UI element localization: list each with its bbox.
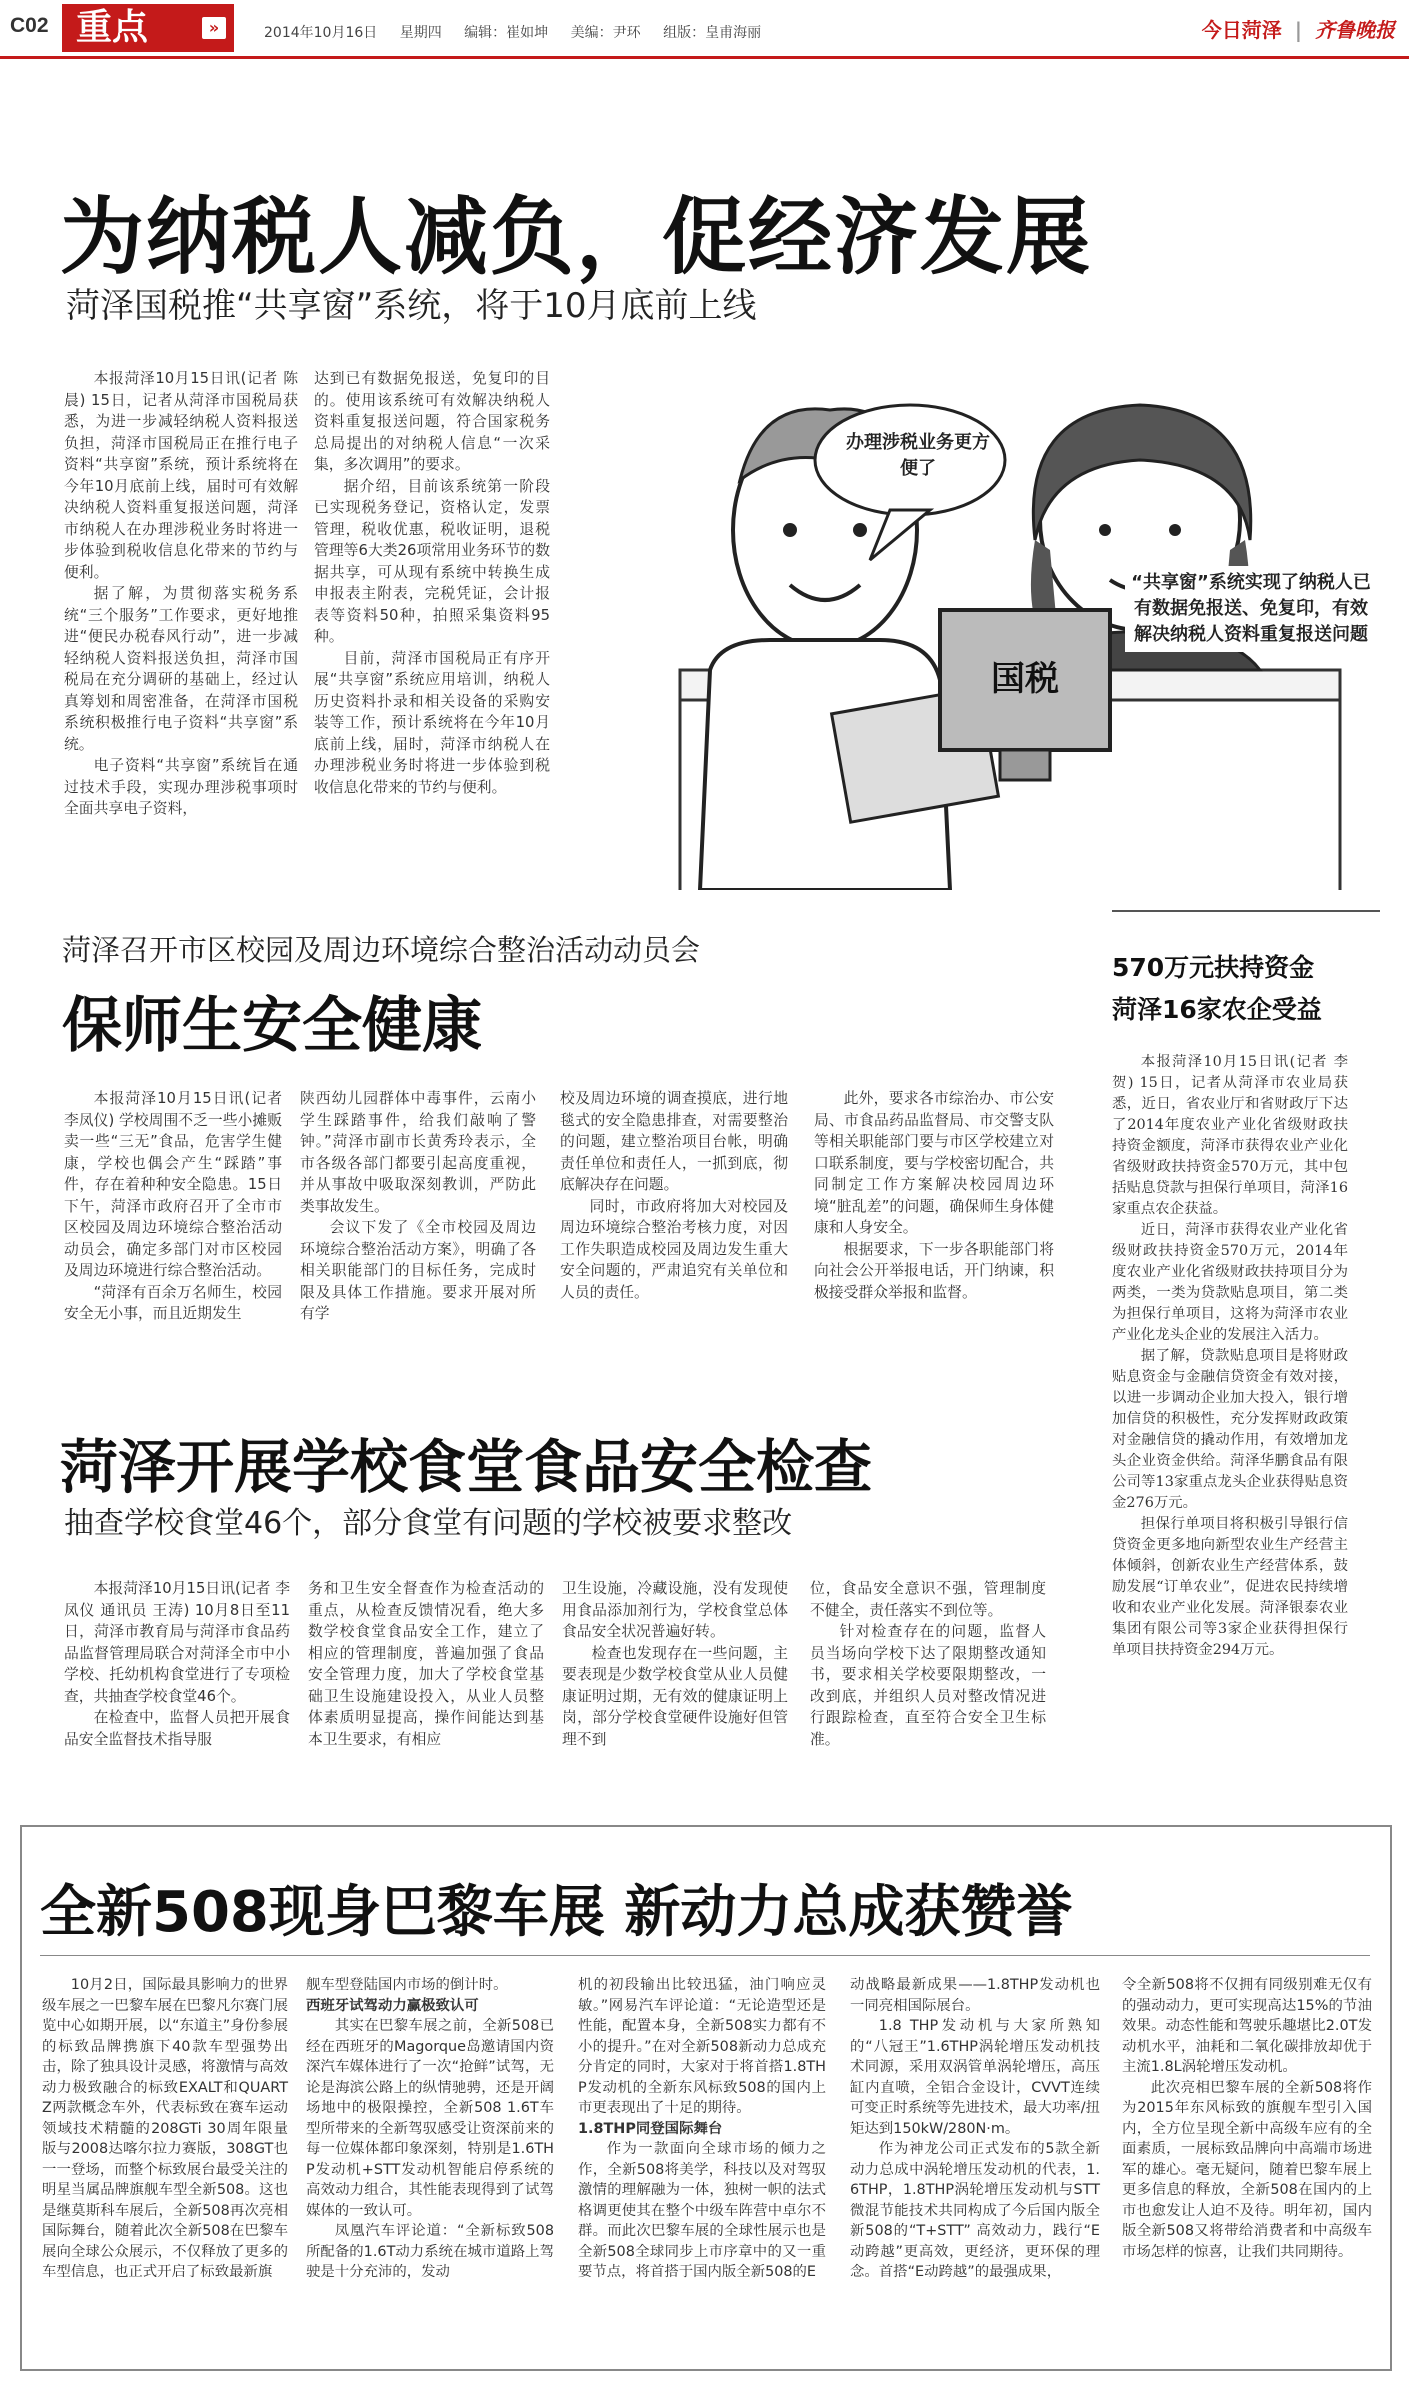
paragraph: 目前，菏泽市国税局正有序开展“共享窗”系统应用培训，纳税人历史资料扑录和相关设备的采购安装等工作，预计系统将在今年10月底前上线，届时，菏泽市纳税人在办理涉税业务时将进一步体验到税收信息化带来的节约与便利。 (314, 649, 550, 796)
paragraph: 本报菏泽10月15日讯(记者 李凤仪 通讯员 王涛) 10月8日至11日，菏泽市教育局与菏泽市食品药品监督管理局联合对菏泽全市中小学校、托幼机构食堂进行了专项检查，共抽查学校食堂46个。 (64, 1580, 290, 1705)
paragraph: 担保行单项目将积极引导银行信贷资金更多地向新型农业生产经营主体倾斜，创新农业生产经营体系，鼓励发展“订单农业”，促进农民持续增收和农业产业化发展。菏泽银泰农业集团有限公司等3家企业获得担保行单项目扶持资金294万元。 (1112, 1516, 1348, 1658)
article4-col2 (306, 1975, 554, 2283)
article2-col1 (64, 1088, 282, 1325)
paragraph: 舰车型登陆国内市场的倒计时。 (306, 1977, 508, 1993)
paragraph: 此外，要求各市综治办、市公安局、市食品药品监督局、市交警支队等相关职能部门要与市区学校建立对口联系制度，要与学校密切配合，共同制定工作方案解决校园周边环境“脏乱差”的问题，确保师生身体健康和人身安全。 (814, 1090, 1054, 1236)
chevron-right-icon: » (202, 17, 226, 39)
article4-col3 (578, 1975, 826, 2283)
article4-col5 (1122, 1975, 1372, 2262)
article3-col4 (810, 1578, 1046, 1750)
article3-col3 (562, 1578, 788, 1750)
paragraph: 检查也发现存在一些问题，主要表现是少数学校食堂从业人员健康证明过期，无有效的健康证明上岗，部分学校食堂硬件设施好但管理不到 (562, 1644, 788, 1748)
article4-col4 (850, 1975, 1100, 2283)
paragraph: 据了解，为贯彻落实税务系统“三个服务”工作要求，更好地推进“便民办税春风行动”，进一步减轻纳税人资料报送负担，菏泽市国税局在充分调研的基础上，经过认真筹划和周密准备，在菏泽市国税系统积极推行电子资料“共享窗”系统。 (64, 585, 298, 753)
paragraph: 位，食品安全意识不强，管理制度不健全，责任落实不到位等。 (810, 1580, 1046, 1619)
article1-col1 (64, 368, 298, 820)
paragraph: 10月2日，国际最具影响力的世界级车展之一巴黎车展在巴黎凡尔赛门展览中心如期开展，以“东道主”身份参展的标致品牌携旗下40款车型强势出击，除了独具设计灵感，将激情与高效动力极致融合的标致EXALT和QUARTZ两款概念车外，代表标致在赛车运动领域技术精髓的208GTi 30周年限量版与2008达喀尔拉力赛版，308GT也一一登场，而整个标致展台最受关注的明星当属品牌旗舰车型全新508。这也是继莫斯科车展后，全新508再次亮相国际舞台，随着此次全新508在巴黎车展向全球公众展示，不仅释放了更多的车型信息，也正式开启了标致最新旗 (42, 1977, 288, 2280)
section-subhead: 西班牙试驾动力赢极致认可 (306, 1997, 479, 2014)
article2-col4 (814, 1088, 1054, 1303)
paragraph: 据了解，贷款贴息项目是将财政贴息资金与金融信贷资金有效对接，以进一步调动企业加大投入，银行增加信贷的积极性，充分发挥财政政策对金融信贷的撬动作用，有效增加龙头企业资金供给。菏泽华鹏食品有限公司等13家重点龙头企业获得贴息资金276万元。 (1112, 1348, 1348, 1511)
paragraph: 会议下发了《全市校园及周边环境综合整治活动方案》，明确了各相关职能部门的目标任务，完成时限及具体工作措施。要求开展对所有学 (300, 1219, 536, 1322)
side-brief-body (1112, 1052, 1348, 1661)
paragraph: 务和卫生安全督查作为检查活动的重点，从检查反馈情况看，绝大多数学校食堂食品安全工作，建立了相应的管理制度，普遍加强了食品安全管理力度，加大了学校食堂基础卫生设施建设投入，从业人员整体素质明显提高，操作间能达到基本卫生要求，有相应 (308, 1580, 544, 1748)
header-rule (0, 56, 1409, 59)
issue-weekday: 星期四 (399, 25, 442, 41)
section-subhead: 1.8THP同登国际舞台 (578, 2120, 723, 2137)
side-headline-1: 570万元扶持资金 (1112, 953, 1315, 982)
edition-label: 今日菏泽 (1201, 18, 1282, 42)
paragraph: 机的初段输出比较迅猛，油门响应灵敏。”网易汽车评论道：“无论造型还是性能，配置本身，全新508实力都有不小的提升。”在对全新508新动力总成充分肯定的同时，大家对于将首搭1.8THP发动机的全新东风标致508的国内上市更表现出了十足的期待。 (578, 1977, 826, 2116)
article4-headline: 全新508现身巴黎车展 新动力总成获赞誉 (40, 1880, 1073, 1945)
paragraph: 卫生设施，冷藏设施，没有发现使用食品添加剂行为，学校食堂总体食品安全状况普遍好转。 (562, 1580, 788, 1640)
paragraph: 达到已有数据免报送，免复印的目的。使用该系统可有效解决纳税人资料重复报送问题，符合国家税务总局提出的对纳税人信息“一次采集，多次调用”的要求。 (314, 370, 550, 473)
issue-date: 2014年10月16日 (264, 25, 378, 41)
editor-credit: 编辑：崔如坤 (464, 25, 549, 41)
article3-col1 (64, 1578, 290, 1750)
page-number: C02 (10, 14, 49, 37)
section-banner (62, 4, 234, 52)
side-headline-2: 菏泽16家农企受益 (1112, 995, 1322, 1024)
paragraph: 校及周边环境的调查摸底，进行地毯式的安全隐患排查，对需要整治的问题，建立整治项目台帐，明确责任单位和责任人，一抓到底，彻底解决存在问题。 (560, 1090, 788, 1193)
header-meta (264, 22, 779, 42)
paragraph: 作为一款面向全球市场的倾力之作，全新508将美学，科技以及对驾驭激情的理解融为一体，独树一帜的法式格调更使其在整个中级车阵营中卓尔不群。而此次巴黎车展的全球性展示也是全新508全球同步上市序章中的又一重要节点，将首搭于国内版全新508的E (578, 2141, 826, 2280)
article3-col2 (308, 1578, 544, 1750)
bubble-text: 办理涉税业务更方便了 (846, 432, 990, 479)
article1-subheadline: 菏泽国税推“共享窗”系统，将于10月底前上线 (66, 286, 757, 326)
divider (40, 1955, 1370, 1956)
paragraph: 陕西幼儿园群体中毒事件，云南小学生踩踏事件，给我们敲响了警钟。”菏泽市副市长黄秀玲表示，全市各级各部门都要引起高度重视，并从事故中吸取深刻教训，严防此类事故发生。 (300, 1090, 536, 1215)
article1-col2 (314, 368, 550, 798)
separator-icon: | (1294, 18, 1303, 42)
paragraph: 本报菏泽10月15日讯(记者 李贺) 15日，记者从菏泽市农业局获悉，近日，省农业厅和省财政厅下达了2014年度农业产业化省级财政扶持资金额度，菏泽市获得农业产业化省级财政扶持资金570万元，其中包括贴息贷款与担保行单项目，菏泽16家重点农企获益。 (1112, 1054, 1348, 1217)
article2-col3 (560, 1088, 788, 1303)
designer-credit: 美编：尹环 (570, 25, 641, 41)
article4-col1 (42, 1975, 288, 2283)
paragraph: 此次亮相巴黎车展的全新508将作为2015年东风标致的旗舰车型引入国内，全方位呈现全新中高级车应有的全面素质，一展标致品牌向中高端市场进军的雄心。毫无疑问，随着巴黎车展上更多信息的释放，全新508在国内的上市也愈发让人迫不及待。明年初，国内版全新508又将带给消费者和中高级车市场怎样的惊喜，让我们共同期待。 (1122, 2079, 1372, 2260)
section-title: 重点 (76, 7, 149, 48)
paragraph: 凤凰汽车评论道：“全新标致508所配备的1.6T动力系统在城市道路上驾驶是十分充沛的，发动 (306, 2223, 554, 2280)
paragraph: 近日，菏泽市获得农业产业化省级财政扶持资金570万元，2014年度农业产业化省级财政扶持项目分为两类，一类为贷款贴息项目，第二类为担保行单项目，这将为菏泽市农业产业化龙头企业的发展注入活力。 (1112, 1222, 1348, 1343)
article2-headline: 保师生安全健康 (62, 991, 482, 1061)
paragraph: 动战略最新成果——1.8THP发动机也一同亮相国际展台。 (850, 1977, 1100, 2014)
paragraph: 作为神龙公司正式发布的5款全新动力总成中涡轮增压发动机的代表，1.6THP，1.8THP涡轮增压发动机与STT微混节能技术共同构成了今后国内版全新508的“T+STT” 高效动力，践行“E动跨越”更高效，更经济，更环保的理念。首搭“E动跨越”的最强成果， (850, 2141, 1100, 2280)
header-brand (1202, 14, 1395, 43)
paragraph: 电子资料“共享窗”系统旨在通过技术手段，实现办理涉税事项时全面共享电子资料， (64, 757, 298, 817)
article2-col2 (300, 1088, 536, 1325)
article1-headline: 为纳税人减负，促经济发展 (60, 188, 1093, 286)
paragraph: “菏泽有百余万名师生，校园安全无小事，而且近期发生 (64, 1283, 282, 1322)
article2-kicker: 菏泽召开市区校园及周边环境综合整治活动动员会 (62, 933, 701, 967)
proof-credit: 组版：皇甫海丽 (663, 25, 762, 41)
paragraph: 针对检查存在的问题，监督人员当场向学校下达了限期整改通知书，要求相关学校要限期整改，一改到底，并组织人员对整改情况进行跟踪检查，直至符合安全卫生标准。 (810, 1623, 1046, 1748)
paragraph: 1.8 THP发动机与大家所熟知的“八冠王”1.6THP涡轮增压发动机技术同源，采用双涡管单涡轮增压，高压缸内直喷，全铝合金设计，CVVT连续可变正时系统等先进技术，最大功率/扭矩达到150kW/280N·m。 (850, 2018, 1100, 2137)
paragraph: 本报菏泽10月15日讯(记者 陈晨) 15日，记者从菏泽市国税局获悉，为进一步减轻纳税人资料报送负担，菏泽市国税局正在推行电子资料“共享窗”系统，预计系统将在今年10月底前上线，届时可有效解决纳税人资料重复报送问题，菏泽市纳税人在办理涉税业务时将进一步体验到税收信息化带来的节约与便利。 (64, 370, 298, 581)
illustration-caption: “共享窗”系统实现了纳税人已有数据免报送、免复印，有效解决纳税人资料重复报送问题 (1125, 566, 1377, 652)
paragraph: 根据要求，下一步各职能部门将向社会公开举报电话，开门纳谏，积极接受群众举报和监督。 (814, 1240, 1054, 1301)
article3-headline: 菏泽开展学校食堂食品安全检查 (60, 1433, 873, 1501)
paper-logo: 齐鲁晚报 (1315, 18, 1395, 42)
paragraph: 令全新508将不仅拥有同级别难无仅有的强动动力，更可实现高达15%的节油效果。动态性能和驾驶乐趣堪比2.0T发动机水平，油耗和二氧化碳排放却优于主流1.8L涡轮增压发动机。 (1122, 1977, 1372, 2075)
side-rule (1112, 910, 1380, 912)
paragraph: 据介绍，目前该系统第一阶段已实现税务登记，资格认定，发票管理，税收优惠，税收证明，退税管理等6大类26项常用业务环节的数据共享，可从现有系统中转换生成申报表主附表，完税凭证，会计报表等资料50种，拍照采集资料95种。 (314, 477, 550, 645)
article3-subheadline: 抽查学校食堂46个，部分食堂有问题的学校被要求整改 (64, 1506, 793, 1541)
monitor-label: 国税 (991, 659, 1059, 699)
paragraph: 本报菏泽10月15日讯(记者 李凤仪) 学校周围不乏一些小摊贩卖一些“三无”食品，危害学生健康，学校也偶会产生“踩踏”事件，存在着种种安全隐患。15日下午，菏泽市政府召开了全市市区校园及周边环境综合整治活动动员会，确定多部门对市区校园及周边环境进行综合整治活动。 (64, 1090, 282, 1279)
paragraph: 在检查中，监督人员把开展食品安全监督技术指导服 (64, 1709, 290, 1748)
paragraph: 其实在巴黎车展之前，全新508已经在西班牙的Magorque岛邀请国内资深汽车媒体进行了一次“抢鲜”试驾，无论是海滨公路上的纵情驰骋，还是开阔场地中的极限操控，全新508 1.6T车型所带来的全新驾驭感受让资深前来的每一位媒体都印象深刻，特别是1.6THP发动机+STT发动机智能启停系统的高效动力组合，其性能表现得到了试驾媒体的一致认可。 (306, 2018, 554, 2219)
paragraph: 同时，市政府将加大对校园及周边环境综合整治考核力度，对因工作失职造成校园及周边发生重大安全问题的，严肃追究有关单位和人员的责任。 (560, 1197, 788, 1301)
